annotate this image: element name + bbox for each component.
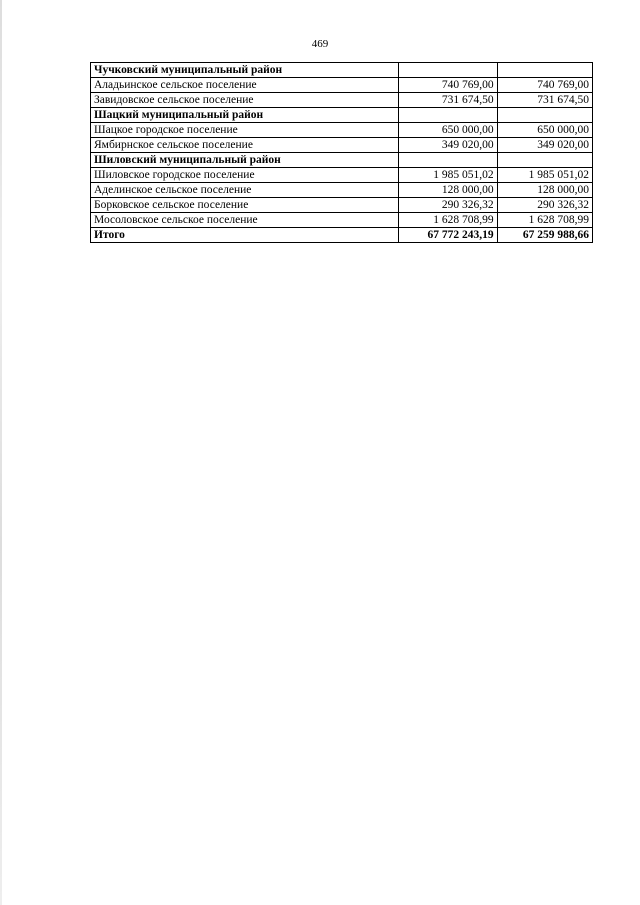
row-name: Мосоловское сельское поселение — [91, 213, 399, 228]
table-row — [91, 138, 593, 153]
page-number: 469 — [311, 38, 329, 50]
row-value-2: 128 000,00 — [497, 183, 592, 198]
row-name: Ямбирнское сельское поселение — [91, 138, 399, 153]
total-value-2: 67 259 988,66 — [497, 228, 592, 243]
budget-table — [90, 62, 593, 243]
table-row — [91, 153, 593, 168]
row-value-2: 1 985 051,02 — [497, 168, 592, 183]
row-name: Борковское сельское поселение — [91, 198, 399, 213]
table-row — [91, 123, 593, 138]
row-value-1 — [399, 63, 497, 78]
row-value-1 — [399, 108, 497, 123]
row-value-1: 731 674,50 — [399, 93, 497, 108]
total-label: Итого — [91, 228, 399, 243]
row-name: Завидовское сельское поселение — [91, 93, 399, 108]
scan-edge — [0, 0, 2, 905]
row-value-1: 290 326,32 — [399, 198, 497, 213]
total-value-1: 67 772 243,19 — [399, 228, 497, 243]
table-row — [91, 93, 593, 108]
row-value-2: 650 000,00 — [497, 123, 592, 138]
row-name: Чучковский муниципальный район — [91, 63, 399, 78]
table-row — [91, 183, 593, 198]
row-value-2: 290 326,32 — [497, 198, 592, 213]
row-value-1: 1 985 051,02 — [399, 168, 497, 183]
row-name: Аделинское сельское поселение — [91, 183, 399, 198]
table-row — [91, 108, 593, 123]
row-value-1: 349 020,00 — [399, 138, 497, 153]
row-value-2: 740 769,00 — [497, 78, 592, 93]
table-row — [91, 78, 593, 93]
row-value-1: 740 769,00 — [399, 78, 497, 93]
table-row — [91, 213, 593, 228]
table-row — [91, 198, 593, 213]
row-value-2 — [497, 108, 592, 123]
table-row — [91, 63, 593, 78]
row-value-2: 349 020,00 — [497, 138, 592, 153]
table-row — [91, 168, 593, 183]
row-value-1 — [399, 153, 497, 168]
row-value-2: 731 674,50 — [497, 93, 592, 108]
row-value-2 — [497, 63, 592, 78]
total-row — [91, 228, 593, 243]
row-name: Шацкий муниципальный район — [91, 108, 399, 123]
row-name: Шиловский муниципальный район — [91, 153, 399, 168]
row-value-1: 1 628 708,99 — [399, 213, 497, 228]
row-name: Шацкое городское поселение — [91, 123, 399, 138]
row-name: Шиловское городское поселение — [91, 168, 399, 183]
row-value-2 — [497, 153, 592, 168]
row-value-2: 1 628 708,99 — [497, 213, 592, 228]
row-value-1: 128 000,00 — [399, 183, 497, 198]
row-name: Аладьинское сельское поселение — [91, 78, 399, 93]
row-value-1: 650 000,00 — [399, 123, 497, 138]
